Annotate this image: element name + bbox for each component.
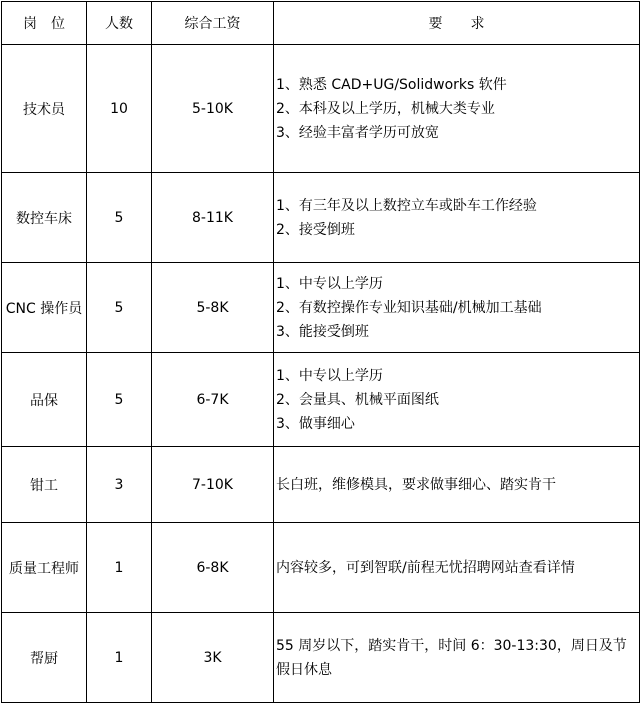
table-row xyxy=(2,523,640,613)
table-row xyxy=(2,447,640,523)
cell-position: 品保 xyxy=(2,353,87,447)
header-row xyxy=(2,2,640,45)
table-row xyxy=(2,353,640,447)
cell-position: 数控车床 xyxy=(2,173,87,263)
cell-count: 10 xyxy=(87,45,152,173)
requirement-line: 1、熟悉 CAD+UG/Solidworks 软件 xyxy=(276,76,507,93)
cell-position: 质量工程师 xyxy=(2,523,87,613)
cell-position: CNC 操作员 xyxy=(2,263,87,353)
cell-salary: 3K xyxy=(152,613,274,703)
table-row xyxy=(2,613,640,703)
cell-count: 1 xyxy=(87,613,152,703)
requirement-line: 3、经验丰富者学历可放宽 xyxy=(276,124,439,141)
cell-salary: 5-10K xyxy=(152,45,274,173)
cell-count: 3 xyxy=(87,447,152,523)
table-body xyxy=(2,45,640,703)
requirement-line: 1、有三年及以上数控立车或卧车工作经验 xyxy=(276,197,537,214)
requirement-line: 2、有数控操作专业知识基础/机械加工基础 xyxy=(276,299,542,316)
requirement-line: 55 周岁以下，踏实肯干，时间 6：30-13:30，周日及节假日休息 xyxy=(276,637,627,678)
cell-position: 帮厨 xyxy=(2,613,87,703)
requirement-line: 内容较多，可到智联/前程无忧招聘网站查看详情 xyxy=(276,559,575,576)
cell-requirements xyxy=(274,263,640,353)
header-position: 岗 位 xyxy=(2,2,87,45)
requirement-line: 3、做事细心 xyxy=(276,415,355,432)
recruitment-table xyxy=(1,1,640,703)
cell-requirements xyxy=(274,613,640,703)
cell-requirements xyxy=(274,353,640,447)
requirement-line: 长白班，维修模具，要求做事细心、踏实肯干 xyxy=(276,476,556,493)
requirement-line: 1、中专以上学历 xyxy=(276,275,383,292)
cell-position: 技术员 xyxy=(2,45,87,173)
cell-salary: 6-8K xyxy=(152,523,274,613)
cell-count: 1 xyxy=(87,523,152,613)
table-header xyxy=(2,2,640,45)
requirement-line: 2、本科及以上学历，机械大类专业 xyxy=(276,100,495,117)
cell-salary: 5-8K xyxy=(152,263,274,353)
cell-salary: 6-7K xyxy=(152,353,274,447)
header-salary: 综合工资 xyxy=(152,2,274,45)
requirement-line: 2、会量具、机械平面图纸 xyxy=(276,391,439,408)
requirement-line: 2、接受倒班 xyxy=(276,221,355,238)
cell-count: 5 xyxy=(87,263,152,353)
table-row xyxy=(2,173,640,263)
cell-salary: 8-11K xyxy=(152,173,274,263)
table-row xyxy=(2,45,640,173)
cell-requirements xyxy=(274,523,640,613)
table-row xyxy=(2,263,640,353)
cell-requirements xyxy=(274,173,640,263)
requirement-line: 3、能接受倒班 xyxy=(276,323,369,340)
cell-salary: 7-10K xyxy=(152,447,274,523)
cell-requirements xyxy=(274,447,640,523)
cell-requirements xyxy=(274,45,640,173)
cell-count: 5 xyxy=(87,173,152,263)
header-count: 人数 xyxy=(87,2,152,45)
header-requirements: 要 求 xyxy=(274,2,640,45)
cell-count: 5 xyxy=(87,353,152,447)
cell-position: 钳工 xyxy=(2,447,87,523)
requirement-line: 1、中专以上学历 xyxy=(276,367,383,384)
